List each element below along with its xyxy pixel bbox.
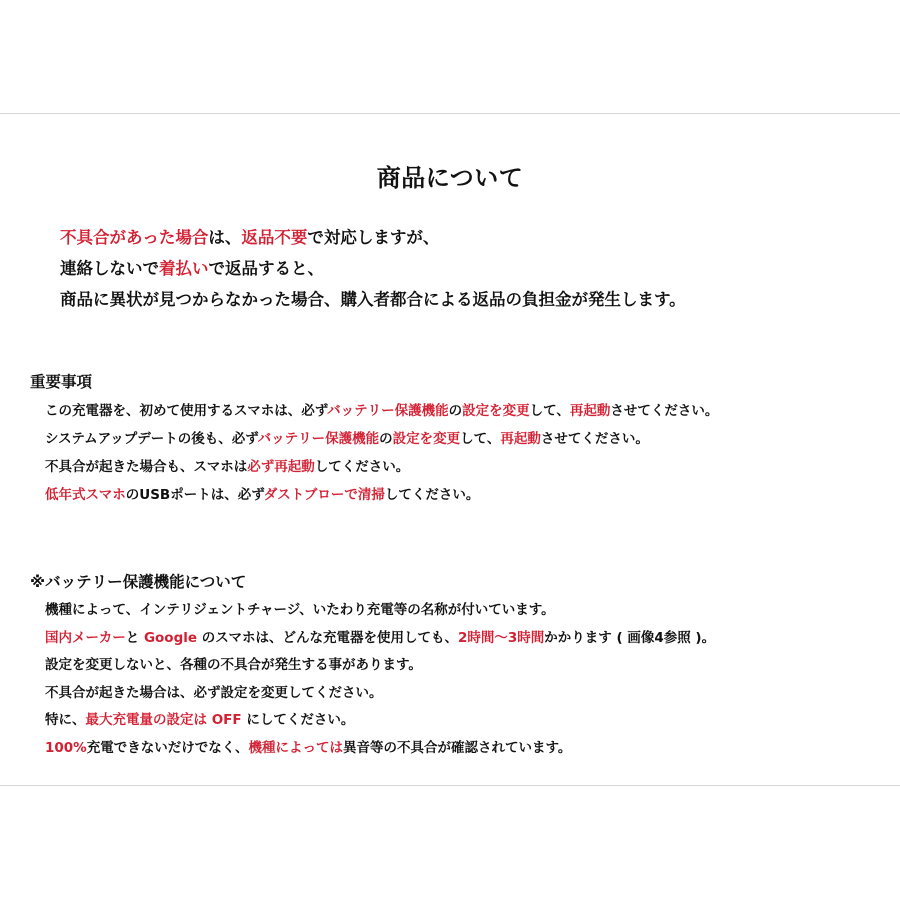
highlight-text: 着払い — [159, 259, 209, 278]
text-segment: させてください。 — [610, 403, 719, 419]
highlight-text: 不具合があった場合 — [60, 228, 209, 247]
text-segment: 不具合が起きた場合は、必ず設定を変更してください。 — [45, 684, 383, 701]
text-segment: の — [379, 431, 393, 447]
important-list — [45, 401, 718, 513]
highlight-text: バッテリー保護機能 — [257, 431, 380, 447]
highlight-text: ダストブローで清掃 — [263, 487, 385, 503]
highlight-text: Google — [143, 629, 198, 646]
highlight-text: 再起動 — [500, 431, 541, 447]
highlight-text: 最大充電量の設定は OFF — [85, 712, 242, 729]
text-line — [45, 485, 718, 513]
text-segment: で対応しますが、 — [307, 228, 440, 247]
text-segment: かかります ( 画像4参照 )。 — [544, 629, 716, 646]
text-segment: のスマホは、どんな充電器を使用しても、 — [197, 629, 458, 646]
important-heading: 重要事項 — [30, 373, 93, 391]
product-notice-panel — [0, 113, 900, 786]
text-segment: システムアップデートの後も、必ず — [45, 431, 258, 447]
highlight-text: 100% — [45, 739, 87, 756]
text-segment: 充電できないだけでなく、 — [86, 739, 249, 756]
text-segment: 機種によって、インテリジェントチャージ、いたわり充電等の名称が付いています。 — [45, 602, 555, 618]
battery-protection-heading: ※バッテリー保護機能について — [30, 573, 247, 591]
text-line — [45, 401, 718, 429]
text-segment: してください。 — [384, 487, 480, 503]
battery-protection-list — [45, 600, 715, 766]
text-line — [60, 259, 686, 290]
text-line — [45, 600, 715, 628]
text-segment: 設定を変更しないと、各種の不具合が発生する事があります。 — [45, 657, 422, 674]
text-segment: と — [125, 629, 144, 646]
text-segment: 不具合が起きた場合も、スマホは — [45, 459, 248, 475]
text-segment: 特に、 — [45, 712, 86, 729]
text-line — [45, 738, 715, 766]
intro-paragraph — [60, 228, 686, 321]
text-segment: させてください。 — [540, 431, 649, 447]
text-segment: この充電器を、初めて使用するスマホは、必ず — [45, 403, 328, 419]
highlight-text: 必ず再起動 — [247, 459, 315, 475]
text-segment: にしてください。 — [241, 712, 355, 729]
text-segment: で返品すると、 — [208, 259, 324, 278]
highlight-text: 国内メーカー — [45, 629, 126, 646]
highlight-text: 機種によっては — [248, 739, 343, 756]
text-segment: のUSBポートは、必ず — [125, 487, 264, 503]
text-segment: して、 — [460, 431, 501, 447]
highlight-text: 設定を変更 — [462, 403, 530, 419]
text-segment: 連絡しないで — [60, 259, 159, 278]
text-segment: してください。 — [314, 459, 410, 475]
text-segment: は、 — [208, 228, 242, 247]
highlight-text: 返品不要 — [241, 228, 308, 247]
text-line — [45, 710, 715, 738]
highlight-text: 設定を変更 — [392, 431, 461, 447]
text-line — [60, 228, 686, 259]
text-segment: の — [448, 403, 463, 419]
page-title: 商品について — [376, 164, 524, 192]
text-line — [60, 290, 686, 321]
text-line — [45, 683, 715, 711]
text-line — [45, 457, 718, 485]
highlight-text: 再起動 — [569, 403, 611, 419]
text-segment: 商品に異状が見つからなかった場合、購入者都合による返品の負担金が発生します。 — [60, 290, 686, 309]
highlight-text: 低年式スマホ — [45, 487, 126, 503]
text-line — [45, 655, 715, 683]
text-segment: 異音等の不具合が確認されています。 — [342, 739, 572, 756]
text-line — [45, 628, 715, 656]
highlight-text: 2時間～3時間 — [457, 629, 545, 646]
highlight-text: バッテリー保護機能 — [327, 403, 449, 419]
text-segment: して、 — [529, 403, 570, 419]
text-line — [45, 429, 718, 457]
